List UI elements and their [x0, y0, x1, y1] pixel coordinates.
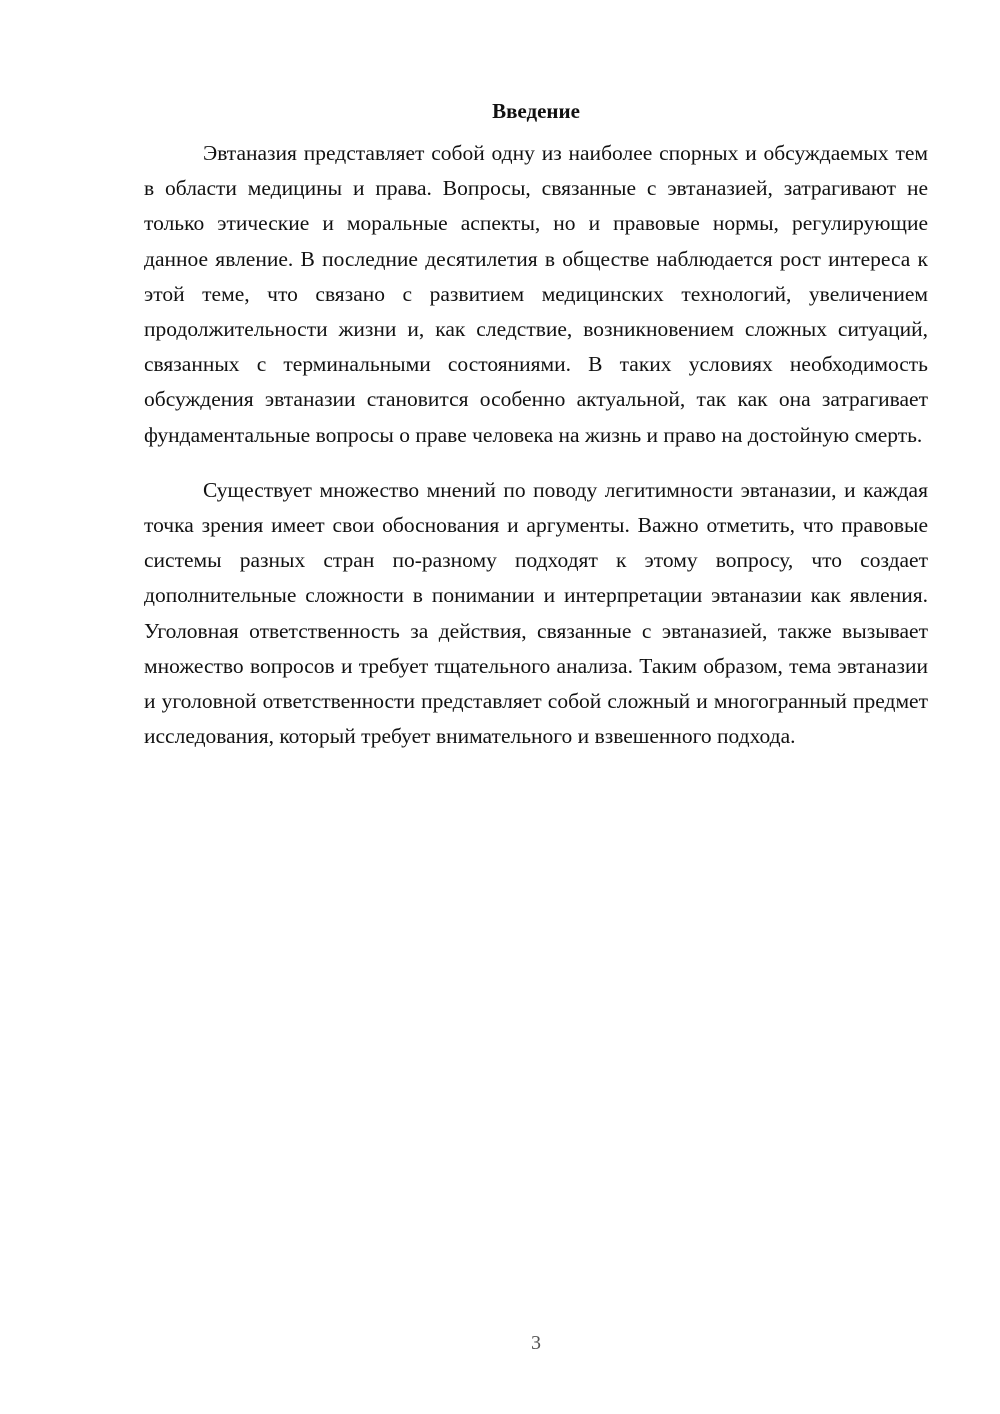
paragraph-1: Эвтаназия представляет собой одну из наиболее спорных и обсуждаемых тем в области медицины и права. Вопросы, связанные с эвтаназией, затрагивают не только этические и моральные аспекты, но и правовые нормы, регулирующие данное явление. В последние десятилетия в обществе наблюдается рост интереса к этой теме, что связано с развитием медицинских технологий, увеличением продолжительности жизни и, как следствие, возникновением сложных ситуаций, связанных с терминальными состояниями. В таких условиях необходимость обсуждения эвтаназии становится особенно актуальной, так как она затрагивает фундаментальные вопросы о праве человека на жизнь и право на достойную смерть.: [144, 141, 928, 447]
paragraph-2: Существует множество мнений по поводу легитимности эвтаназии, и каждая точка зрения имеет свои обоснования и аргументы. Важно отметить, что правовые системы разных стран по-разному подходят к этому вопросу, что создает дополнительные сложности в понимании и интерпретации эвтаназии как явления. Уголовная ответственность за действия, связанные с эвтаназией, также вызывает множество вопросов и требует тщательного анализа. Таким образом, тема эвтаназии и уголовной ответственности представляет собой сложный и многогранный предмет исследования, который требует внимательного и взвешенного подхода.: [144, 477, 928, 749]
page-content: [144, 94, 928, 754]
page-number: 3: [531, 1332, 541, 1354]
section-heading: Введение: [492, 99, 580, 123]
